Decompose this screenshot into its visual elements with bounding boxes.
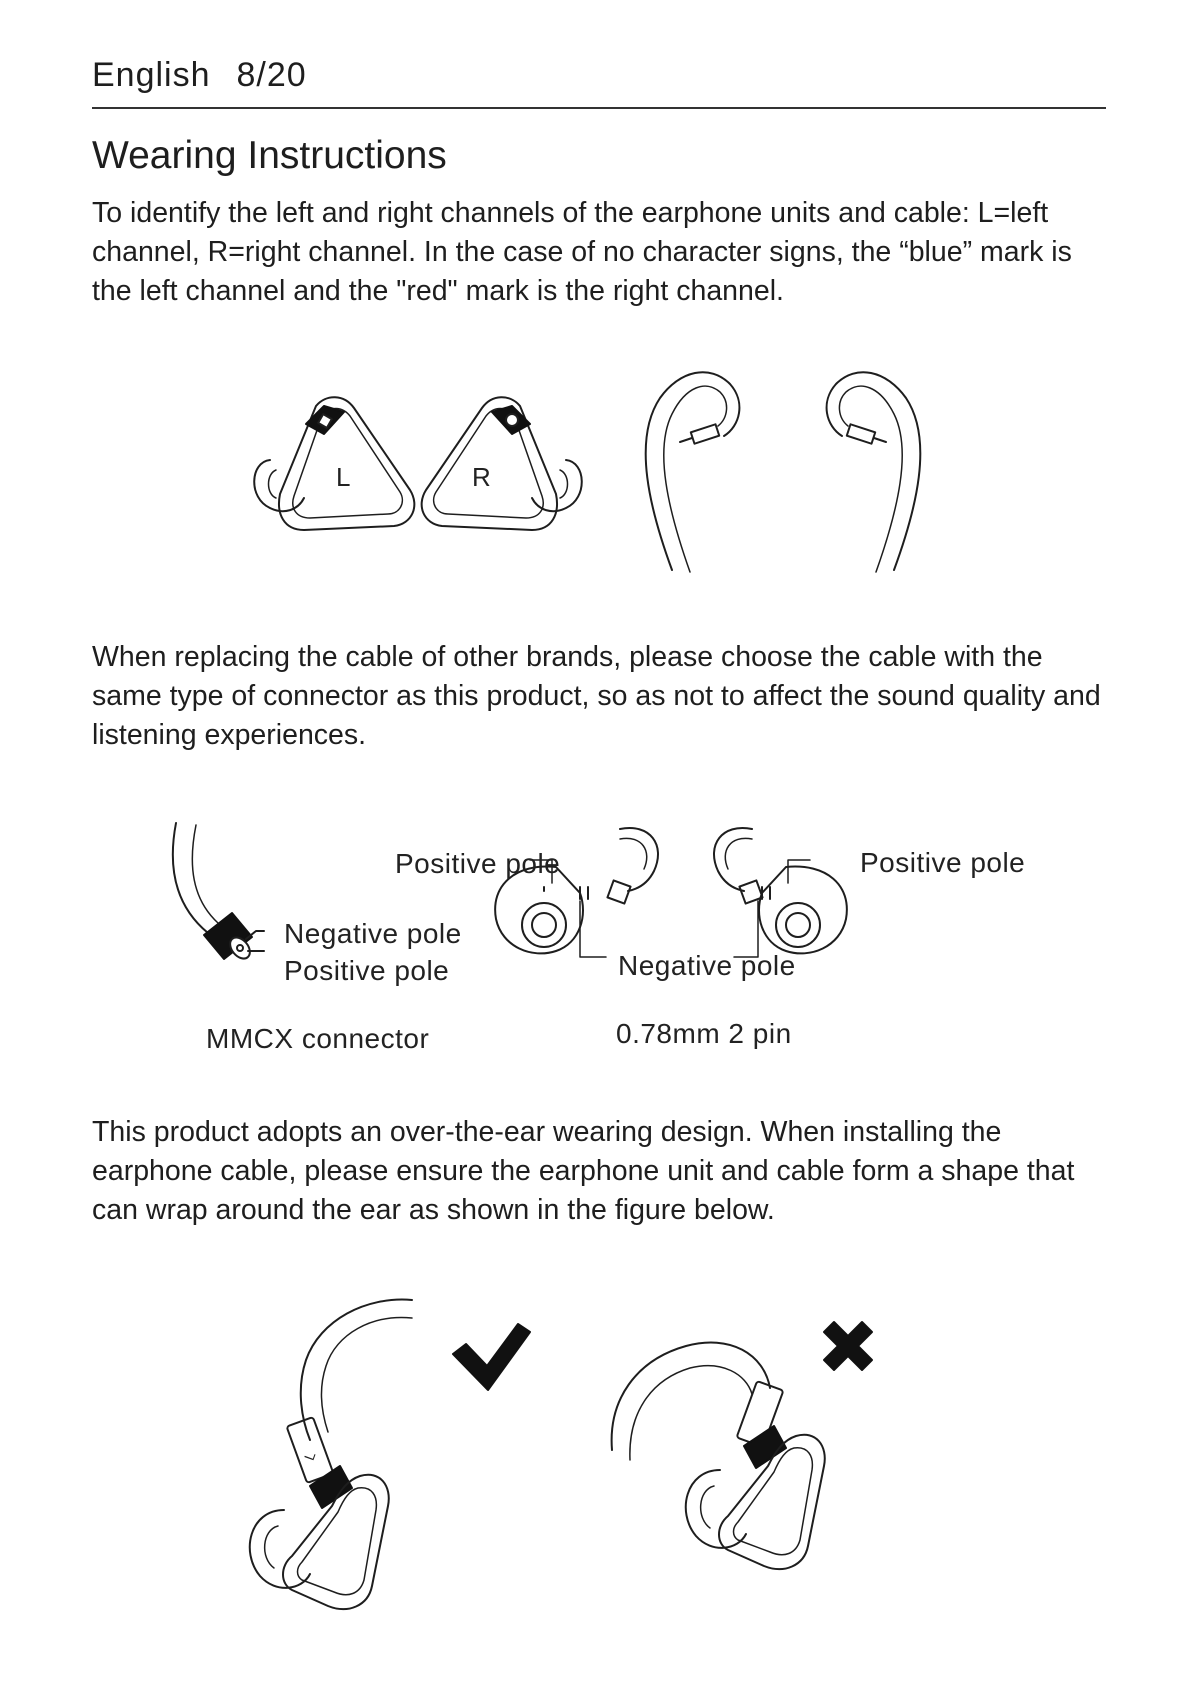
left-earphone-illustration (254, 397, 414, 530)
page-number: 8/20 (236, 56, 307, 94)
right-2pin-earphone-illustration (714, 828, 847, 953)
right-channel-mark: R (472, 462, 491, 492)
pin-negative-pole-label: Negative pole (618, 950, 796, 981)
incorrect-wearing-illustration (612, 1342, 825, 1569)
mmcx-connector-caption: MMCX connector (206, 1023, 430, 1054)
wearing-orientation-figure (240, 1290, 960, 1610)
correct-cable-mark: L (300, 1449, 319, 1463)
left-2pin-earphone-illustration (495, 828, 658, 953)
mmcx-cable-illustration (173, 823, 264, 962)
channels-paragraph: To identify the left and right channels of the earphone units and cable: L=left channel, R=right channel. In the case of no character signs, the “blue” mark is the left channel and the "red" mark is the right channel. (92, 197, 1072, 307)
left-channel-mark: L (336, 462, 351, 492)
pin-positive-pole-label-right: Positive pole (860, 847, 1026, 878)
correct-wearing-illustration (250, 1300, 412, 1609)
channel-identification-figure (240, 370, 960, 580)
page-header (92, 56, 307, 95)
mmcx-positive-pole-label: Positive pole (284, 955, 450, 986)
2pin-connector-caption: 0.78mm 2 pin (616, 1018, 792, 1049)
section-title: Wearing Instructions (92, 134, 447, 177)
replacing-paragraph: When replacing the cable of other brands, please choose the cable with the same type of connector as this product, so as not to affect the sound quality and listening experiences. (92, 641, 1101, 751)
mmcx-negative-pole-label: Negative pole (284, 918, 462, 949)
header-divider (92, 107, 1106, 109)
cross-icon (824, 1322, 872, 1370)
checkmark-icon (453, 1324, 530, 1390)
right-earphone-illustration (422, 397, 582, 530)
pin-positive-pole-label-left: Positive pole (395, 848, 561, 879)
cable-ends-illustration (646, 372, 921, 572)
wearing-paragraph: This product adopts an over-the-ear wearing design. When installing the earphone cable, please ensure the earphone unit and cable form a shape that can wrap around the ear as shown in the figure below. (92, 1116, 1075, 1226)
language-label: English (92, 56, 211, 94)
